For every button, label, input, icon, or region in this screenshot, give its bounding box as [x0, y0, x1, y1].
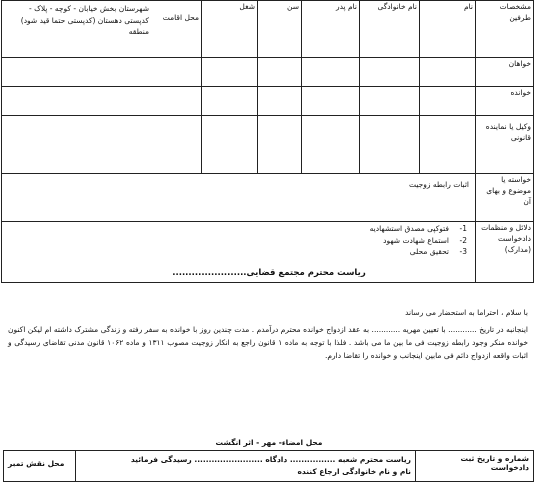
defendant-father-name-field[interactable] — [302, 87, 360, 116]
plaintiff-age-field[interactable] — [258, 58, 302, 87]
plaintiff-job-field[interactable] — [202, 58, 258, 87]
lawyer-father-name-field[interactable] — [302, 116, 360, 174]
signature-title: محل امضاء- مهر - اثر انگشت — [215, 438, 323, 447]
stamp-area: محل نقش تمبر — [4, 451, 76, 482]
header-father-name: نام پدر — [302, 1, 360, 58]
evidence-item: 1- فتوکپی مصدق استشهادیه — [369, 224, 467, 233]
plaintiff-last-name-field[interactable] — [360, 58, 420, 87]
defendant-row — [2, 87, 534, 116]
defendant-job-field[interactable] — [202, 87, 258, 116]
header-residence: محل اقامت — [162, 13, 199, 22]
parties-table — [1, 0, 534, 283]
label-plaintiff: خواهان — [476, 58, 534, 87]
header-job: شغل — [202, 1, 258, 58]
lawyer-last-name-field[interactable] — [360, 116, 420, 174]
header-residence-address — [2, 1, 202, 58]
plaintiff-row — [2, 58, 534, 87]
header-parties: مشخصات طرفین — [476, 1, 534, 58]
evidence-item: 2- استماع شهادت شهود — [383, 235, 467, 245]
label-request: خواسته یا موضوع و بهای آن — [476, 174, 534, 222]
petition-body — [8, 306, 528, 363]
lawyer-row — [2, 116, 534, 174]
petition-paragraph: اینجانبه در تاریخ ............ با تعیین مهریه ............ به عقد ازدواج خوانده محترم درآمدم . مدت چندین روز با خوانده به سفر رفته و زندگی مشترک داشته ام لیکن اکنون خوانده منکر وجود رابطه زوجیت فی ما بین ما می باشد . فلذا با توجه به ماده ۱ قانون راجع به انکار زوجیت مصوب ۱۳۱۱ و ماده ۱۰۶۲ قانون مدنی تقاضای رسیدگی و اثبات واقعه ازدواج دائم فی مابین اینجانب و خوانده را تقاضا دارم. — [8, 325, 528, 361]
registration-table — [3, 450, 534, 482]
greeting: با سلام ، احتراما به استحضار می رساند — [405, 308, 528, 317]
plaintiff-father-name-field[interactable] — [302, 58, 360, 87]
claim-text: اثبات رابطه زوجیت — [2, 174, 476, 222]
header-address: شهرستان بخش خیابان - کوچه - پلاک - کدپستی دهستان (کدپستی حتما قید شود) منطقه — [20, 4, 149, 37]
header-first-name: نام — [420, 1, 476, 58]
defendant-last-name-field[interactable] — [360, 87, 420, 116]
court-title: ریاست محترم مجتمع قضایی....................... — [172, 268, 366, 278]
label-evidence: دلائل و منظمات دادخواست (مدارک) — [476, 222, 534, 283]
label-lawyer: وکیل یا نماینده قانونی — [476, 116, 534, 174]
registration-label: شماره و تاریخ ثبت دادخواست — [416, 451, 534, 482]
defendant-first-name-field[interactable] — [420, 87, 476, 116]
referral-cell — [76, 451, 416, 482]
lawyer-address-field[interactable] — [2, 116, 202, 174]
label-defendant: خوانده — [476, 87, 534, 116]
request-row — [2, 174, 534, 222]
plaintiff-address-field[interactable] — [2, 58, 202, 87]
header-last-name: نام خانوادگی — [360, 1, 420, 58]
header-row — [2, 1, 534, 58]
plaintiff-first-name-field[interactable] — [420, 58, 476, 87]
evidence-item: 3- تحقیق محلی — [409, 247, 467, 257]
lawyer-first-name-field[interactable] — [420, 116, 476, 174]
defendant-address-field[interactable] — [2, 87, 202, 116]
court-branch-line: ریاست محترم شعبه ................ دادگاه ........................ رسیدگی فرمائید — [130, 455, 411, 464]
defendant-age-field[interactable] — [258, 87, 302, 116]
lawyer-job-field[interactable] — [202, 116, 258, 174]
header-age: سن — [258, 1, 302, 58]
referrer-name-line: نام و نام خانوادگی ارجاع کننده — [297, 467, 411, 476]
lawyer-age-field[interactable] — [258, 116, 302, 174]
